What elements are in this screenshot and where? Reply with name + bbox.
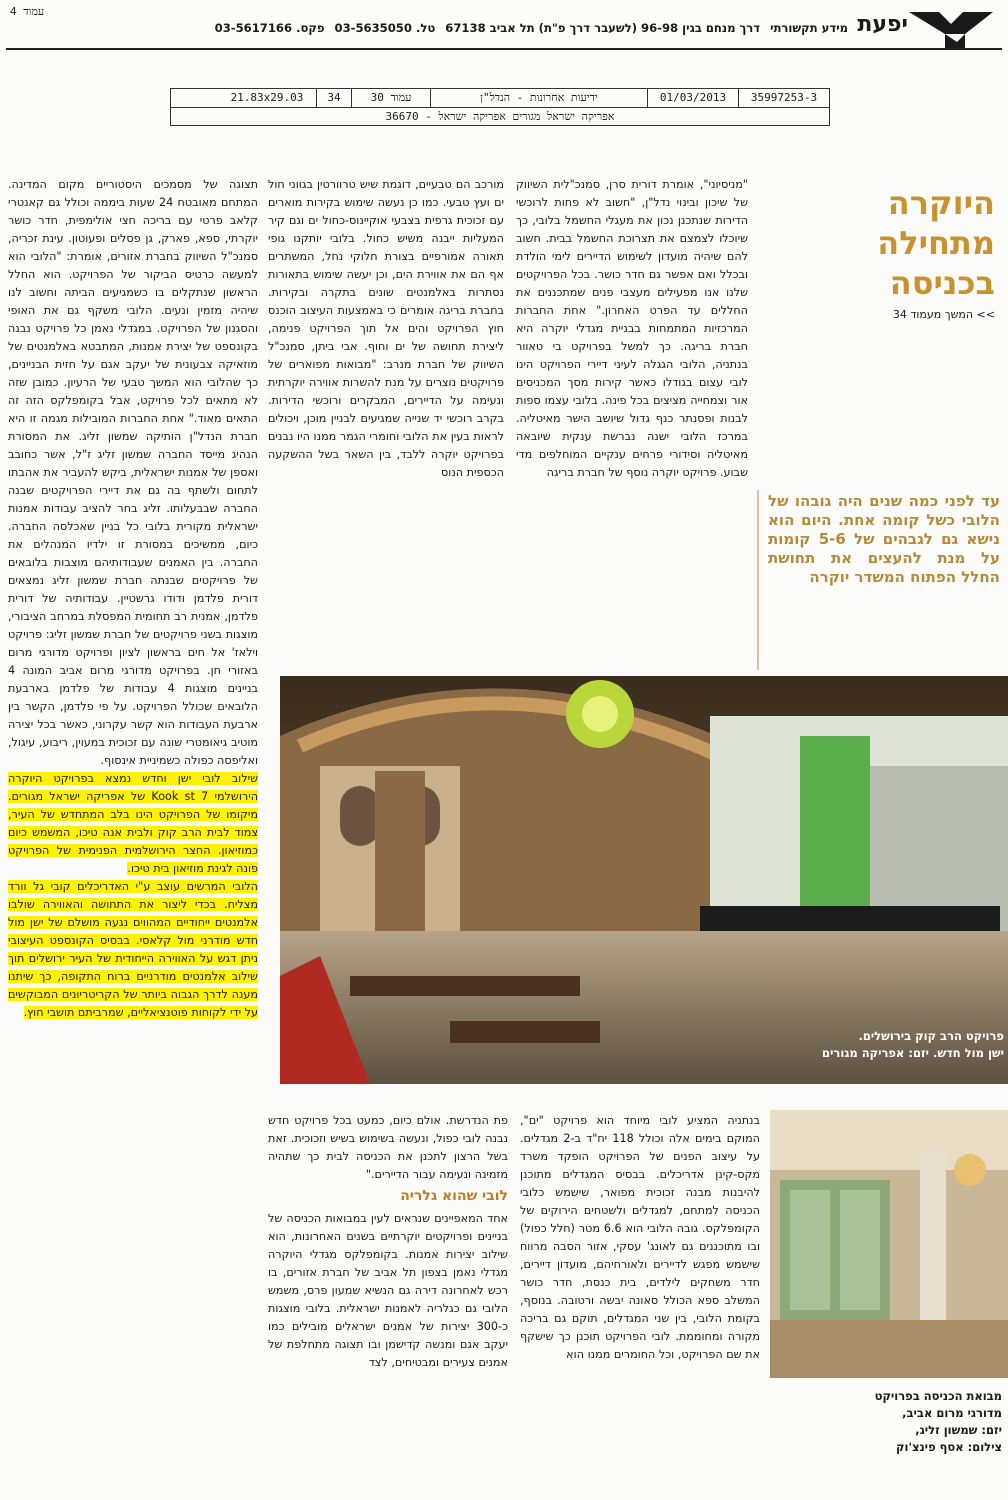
info-item: מידע תקשורתי: [770, 21, 848, 35]
text-column: [516, 176, 748, 670]
caption-line: מדורגי מרום אביב,: [902, 1406, 1002, 1420]
paragraph: פת הנדרשת. אולם כיום, כמעט בכל פרויקט חדש נבנה לובי כפול, ונעשה בשימוש בשיש וזכוכית. זאת בשל הרצון לתכנן את הכניסה לבית כך שתהיה מזמינה ונעימה עבור הדיירים.": [268, 1114, 508, 1181]
paragraph: מורכב הם טבעיים, דוגמת שיש טרוורטין בגווני חול ים ועץ טבעי. כמו כן נעשה שימוש בקירות מוארים עם זכוכית גרפית בצבעי אוקיינוס-כחול ים וגם קיר המעליות ייבנה משיש כחול. בלובי יותקנו גופי תאורה אמורפיים בצורת חלוקי נחל, המשתרים אף הם את אווירת הים, וכן יעשה שימוש בתאורות נסתרות באלמנטים שונים בתקרה ובקירות. בחברת בריגה אומרים כי באמצעות העיצוב הוכנס חוץ הפרויקט והים אל תוך הפרויקט פנימה, ליצירת תחושה של ים וחוף. אבי ביתן, סמנכ"ל השיווק של חברת מנרב: "מבואות מפוארים של פרויקטים נוצרים על מנת להשרות אווירה יוקרתית ונעימה על הדיירים, המבקרים ורוכשי הדירות. בקרב רוכשי יד שנייה שמגיעים לבניין מוכן, ויכולים לראות בעין את הלובי וחומרי הגמר ממנו היו נבנים בפרויקט יוקרה ללבד, בין השאר בשל ההשקעה הכספית הנוס: [268, 178, 504, 479]
paragraph: תצוגה של מסמכים היסטוריים מקום המדינה. המתחם מאובטח 24 שעות ביממה וכולל גם קאנטרי קלאב פרטי עם בריכה חצי אולימפית, חדר כושר יוקרתי, ספא, פארק, גן פסלים ופעוטון. עינת זכריה, סמנכ"ל השיווק בחברת אזורים, אומרת: "הלובי הוא למעשה כרטיס הביקור של הפרויקט. הוא החלל הראשון שנתקלים בו כשמגיעים הביתה וחשוב לנו שיהיה מזמין ונעים. הלובי משקף גם את האופי והסגנון של הפרויקט. במגדלי נאמן כל פרויקט נבנה בקונספט של יצירת אמנות, המתבטא באלמנטים של מוזאיקה צבעונית של יעקב אגם על חזית הבניינים, כך שהלובי הוא המשך טבעי של הרעיון. כמובן שזה לא מתאים לכל פרויקט, אבל בקומפלקס הזה זה התאים מאוד." אחת החברות המובילות מגמה זו היא חברת הנדל"ן הותיקה שמשון זליג. את המסורת הנהיג מייסד החברה שמשון זליג ז"ל, אשר כחובב ואספן של אמנות ישראלית, ביקש להעביר את אהבתו לתחום ולשתף בה גם את דיירי הפרויקטים שבנה החברה שבבעלותו. זליג בחר להציב עבודות אמנות ישראלית מקורית בלובי כל בניין שאכלסה החברה. כיום, ממשיכים במסורת זו ילדיו המנהלים את החברה. בין האמנים שעבודותיהם מוצבות בלובאים של פרויקטים שבנתה חברת שמשון זליג נמצאים דורית פלדמן ודודו גרשטיין. עבודותיה של דורית פלדמן, אמנית רב תחומית המפסלת במרחב הציבורי, מוצגות בשני פרויקטים של חברת שמשון זליג: פרויקט וילאז' אל חים בראשון לציון ופרויקט מדורגי מרום באזורי חן. בפרויקט מדורגי מרום אביב המונה 4 בניינים מוצגות 4 עבודות של פלדמן בארבעת הלובאים שכולל הפרויקט. על פי פלדמן, הקשר בין ארבעת העבודות הוא קשר עקרוני, כאשר בכל יצירה מוטיב גיאומטרי שונה עם זכוכית במעוין, ריבוע, עיגול, ואליפסה כפולה כשמיניית אינסוף.: [8, 178, 258, 767]
caption-line: מבואת הכניסה בפרויקט: [874, 1389, 1002, 1403]
paragraph: [8, 878, 258, 1022]
source-box: [170, 88, 830, 126]
text-column: [268, 176, 504, 670]
yifat-logo-icon: [905, 6, 997, 50]
publication: ידיעות אחרונות - הנדל"ן: [430, 89, 647, 107]
source-row: [171, 89, 829, 108]
highlighted-text: הלובי המרשים עוצב ע"י האדריכלים קובי גל וורד מצליח. בכדי ליצור את התחושה והאווירה שולבו אלמנטים ייחודיים המהווים נגעה מושלם של ישן מול חדש מודרני מול קלאסי. בבסיס הקונספט העיצובי ניתן דגש על האווירה הייחודית של העיר ירושלים תוך שילוב אלמנטים מודרניים ברוח התקופה, כך שיתנו מענה לדרך הגבוה ביותר של הקריטריונים המבוקשים על ידי לקוחות פוטנציאליים, שמרביתם תושבי חוץ.: [8, 880, 258, 1019]
page-number: עמוד 4: [10, 5, 45, 18]
paragraph: בנתניה המציע לובי מיוחד הוא פרויקט "ים", המוקם בימים אלה וכולל 118 יח"ד ב-2 מגדלים. על עיצוב הפנים של הפרויקט הופקד משרד מקס-קינן אדריכלים. בבסיס המגדלים מתוכנן להיבנות מבנה זכוכית מפואר, שישמש כלובי הכניסה למתחם, למגדלים ולשטחים הירוקים של הקומפלקס. גובה הלובי הוא 6.6 מטר (חלל כפול) ובו מתוכננים גם לאונג' עסקי, אזור הסבה מרווח שישמש מפגש לדיירים ולאורחיהם, מועדון דיירים, חדר משחקים לילדים, בית כנסת, חדר כושר המשלב ספא הכולל סאונה יבשה ורטובה. בנוסף, בקומת הלובי, בין שני המגדלים, תוקם גם בריכה מקורה ומחוממת. לובי הפרויקט תוכנן כך שישקף את שם הפרויקט, וכל החומרים ממנו הוא: [520, 1114, 760, 1361]
header-rule: [6, 48, 1002, 50]
info-item: טל. 03-5635050: [334, 21, 436, 35]
pullquote: עד לפני כמה שנים היה גובהו של הלובי כשל קומה אחת. היום הוא נישא גם לגבהים של 5-6 קומות על מנת להעצים את תחושת החלל הפתוח המשדר יוקרה: [768, 492, 1000, 586]
paragraph: "מניסיוני", אומרת דורית סרן, סמנכ"לית השיווק של שיכון ובינוי נדל"ן, "חשוב לא פחות לרוכשי הדירות שנתכנן נכון את מעגלי החשמל בלובי, כך שיוכלו לצמצם את תצרוכת החשמל בבית. חשוב להם שיהיה מועדון לשימוש הדיירים לימי הולדת ובכלל ואם אפשר גם חדר כושר. בכל הפרויקטים שלנו אנו מפעילים מעצבי פנים שמתכננים את החללים עד הפרט האחרון." אחת החברות המרכזיות המתמחות בבניית מגדלי יוקרה היא חברת בריגה. כך למשל בפרויקט בי טאוור בנתניה, הלובי הגגלה לעיני דיירי הפרויקט הינו לובי עצום בגודלו כאשר קירות מסך המכניסים אור וצמחייה מציצים בכל פינה. בלובי עצמו ספות לבנות ופסנתר כנף גדול שיושב הישר מאיטליה. במרכז הלובי ישנה נברשת ענקית שיובאה מאיטליה וסידורי פרחים ענקיים המוחלפים מדי שבוע. פרויקט יוקרה נוסף של חברת בריגה: [516, 178, 748, 479]
headline-line: בכניסה: [889, 264, 995, 302]
lobby-photo: [280, 676, 1008, 1084]
photo-caption: [760, 1028, 1004, 1068]
text-column: [268, 1112, 508, 1494]
headline-line: היוקרה: [887, 184, 995, 222]
text-column: [520, 1112, 760, 1494]
continued-from: >> המשך מעמוד 34: [892, 308, 995, 321]
contact-info: [100, 14, 848, 42]
highlighted-text: שילוב לובי ישן וחדש נמצא בפרויקט היוקרה הירושלמי 7 Kook st של אפריקה ישראל מגורים. מיקומו של הפרויקט הינו בלב המתחדש של העיר, צמוד לבית הרב קוק ולבית אנה טיכו, המשמש כיום כמוזיאון. החצר הירושלמית הפנימית של הפרויקט פונה לגינת מוזיאון בית טיכו.: [8, 772, 258, 875]
pullquote-rule: [757, 490, 759, 670]
source-subject: אפריקה ישראל מגורים אפריקה ישראל - 36670: [385, 110, 615, 123]
headline: [835, 183, 995, 308]
paragraph: [8, 770, 258, 878]
page-ref: עמוד 30: [351, 89, 430, 107]
subheading: לובי שהוא גלריה: [400, 1188, 508, 1204]
info-item: פקס. 03-5617166: [214, 21, 325, 35]
caption-line: ישן מול חדש. יזם: אפריקה מגורים: [822, 1046, 1004, 1060]
clip-size: 21.83x29.03: [230, 91, 304, 104]
info-item: דרך מנחם בגין 96-98 (לשעבר דרך פ"ת) תל אביב 67138: [445, 21, 761, 35]
caption-line: יזם: שמשון זליג,: [915, 1423, 1002, 1437]
entrance-photo: [770, 1110, 1008, 1378]
photo-caption: [770, 1388, 1002, 1468]
text-column: [8, 176, 258, 1494]
issue-date: 01/03/2013: [647, 89, 738, 107]
caption-line: פרויקט הרב קוק בירושלים.: [858, 1029, 1004, 1043]
paragraph: אחד המאפיינים שנראים לעין במבואות הכניסה של בניינים ופרויקטים יוקרתיים בשנים האחרונות, הוא שילוב יצירות אמנות. בקומפלקס מגדלי היוקרה מגדלי נאמן בצפון תל אביב של חברת אזורים, בו רכש לאחרונה דירה גם הנשיא שמעון פרס, משמש הלובי גם כגלריה לאמנות ישראלית. בלובי מוצגות כ-300 יצירות של אמנים ישראלים מובילים כמו יעקב אגם ומנשה קדישמן ובו תצוגה מתחלפת של אמנים צעירים ומבטיחים, לצד: [268, 1212, 508, 1369]
clip-id: 35997253-3: [738, 89, 829, 107]
caption-line: צילום: אסף פינצ'וק: [896, 1440, 1002, 1454]
brand-name: יפעת: [857, 12, 908, 37]
page-count: 34: [316, 89, 351, 107]
headline-line: מתחילה: [877, 224, 995, 262]
